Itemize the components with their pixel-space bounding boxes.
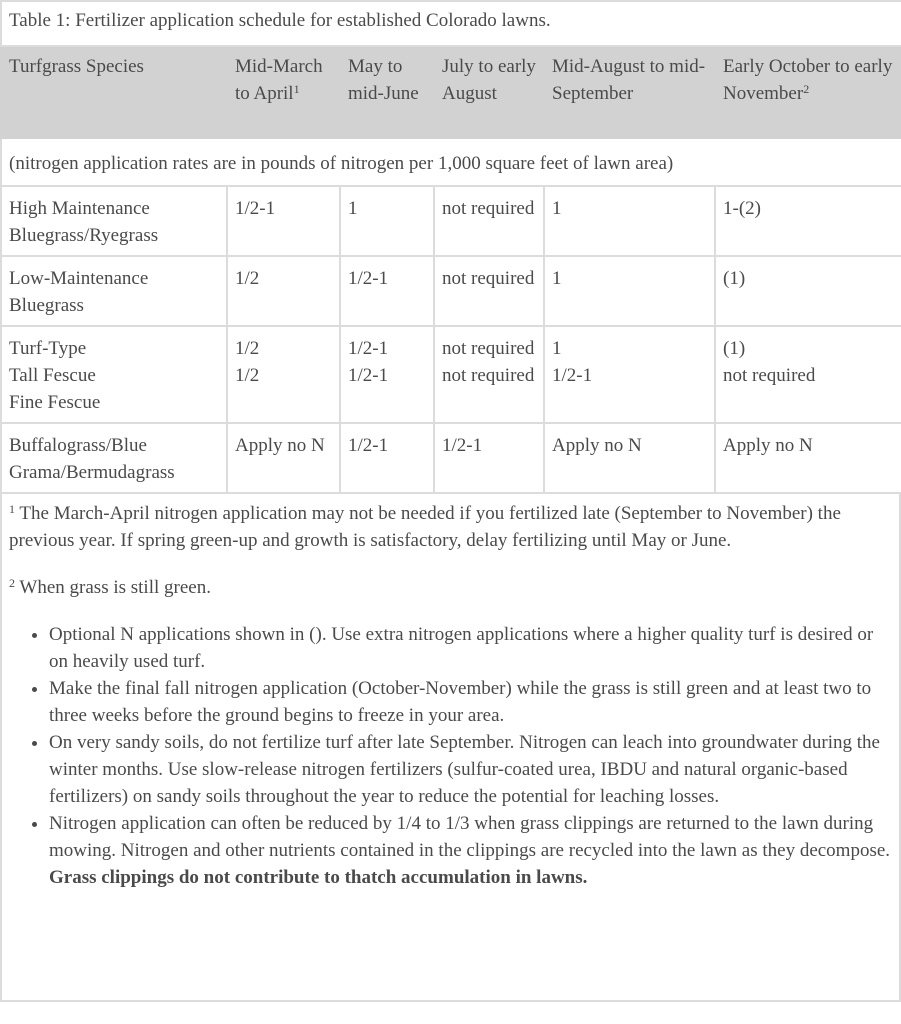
rate-cell: 1/2-1 1/2-1 [340, 326, 434, 423]
rate-cell: 1/2 [227, 256, 340, 326]
table-row [1, 423, 901, 493]
header-species: Turfgrass Species [1, 46, 227, 138]
rate-cell: 1/2 1/2 [227, 326, 340, 423]
rate-cell: 1/2-1 [434, 423, 544, 493]
rate-cell: not required not required [434, 326, 544, 423]
rate-cell: 1/2-1 [340, 256, 434, 326]
rate-cell: 1-(2) [715, 186, 901, 256]
rate-cell: (1) not required [715, 326, 901, 423]
header-mid-march: Mid-March to April$^1$ [227, 46, 340, 138]
fertilizer-table [0, 0, 901, 494]
table-title: Table 1: Fertilizer application schedule for established Colorado lawns. [1, 1, 901, 46]
species-cell: Buffalograss/Blue Grama/Bermudagrass [1, 423, 227, 493]
header-mid-august: Mid-August to mid-September [544, 46, 715, 138]
rate-cell: Apply no N [544, 423, 715, 493]
table-row [1, 256, 901, 326]
footnote-2: $^2$ When grass is still green. [9, 576, 211, 598]
rate-cell: 1 [340, 186, 434, 256]
header-october: Early October to early November$^2$ [715, 46, 901, 138]
species-cell: Low-Maintenance Bluegrass [1, 256, 227, 326]
rate-cell: 1 1/2-1 [544, 326, 715, 423]
species-cell: Turf-Type Tall Fescue Fine Fescue [1, 326, 227, 423]
list-item: • Nitrogen application can often be reduced by 1/4 to 1/3 when grass clippings are returned to the lawn during mowing. Nitrogen and other nutrients contained in the clippings are recycled into the lawn as they decompose. Grass clippings do not contribute to thatch accumulation in lawns. [49, 810, 892, 891]
rate-cell: Apply no N [715, 423, 901, 493]
list-item: • Optional N applications shown in (). Use extra nitrogen applications where a higher quality turf is desired or on heavily used turf. [49, 621, 892, 675]
table-row [1, 326, 901, 423]
header-may: May to mid-June [340, 46, 434, 138]
rate-cell: 1/2-1 [340, 423, 434, 493]
rate-cell: 1/2-1 [227, 186, 340, 256]
rate-cell: not required [434, 186, 544, 256]
rate-cell: 1 [544, 256, 715, 326]
rate-cell: 1 [544, 186, 715, 256]
table-row [1, 186, 901, 256]
rate-cell: (1) [715, 256, 901, 326]
footnote-1: $^1$ The March-April nitrogen application may not be needed if you fertilized late (September to November) the previous year. If spring green-up and growth is satisfactory, delay fertilizing until May or June. [9, 502, 841, 551]
header-july: July to early August [434, 46, 544, 138]
footnotes [0, 494, 901, 1002]
species-cell: High Maintenance Bluegrass/Ryegrass [1, 186, 227, 256]
rate-cell: Apply no N [227, 423, 340, 493]
table-header-row [1, 46, 901, 138]
list-item: • On very sandy soils, do not fertilize turf after late September. Nitrogen can leach into groundwater during the winter months. Use slow-release nitrogen fertilizers (sulfur-coated urea, IBDU and natural organic-based fertilizers) on sandy soils throughout the year to reduce the potential for leaching losses. [49, 729, 892, 810]
rate-cell: not required [434, 256, 544, 326]
units-note: (nitrogen application rates are in pounds of nitrogen per 1,000 square feet of lawn area) [1, 138, 901, 186]
list-item: • Make the final fall nitrogen application (October-November) while the grass is still green and at least two to three weeks before the ground begins to freeze in your area. [49, 675, 892, 729]
notes-list [9, 621, 892, 891]
